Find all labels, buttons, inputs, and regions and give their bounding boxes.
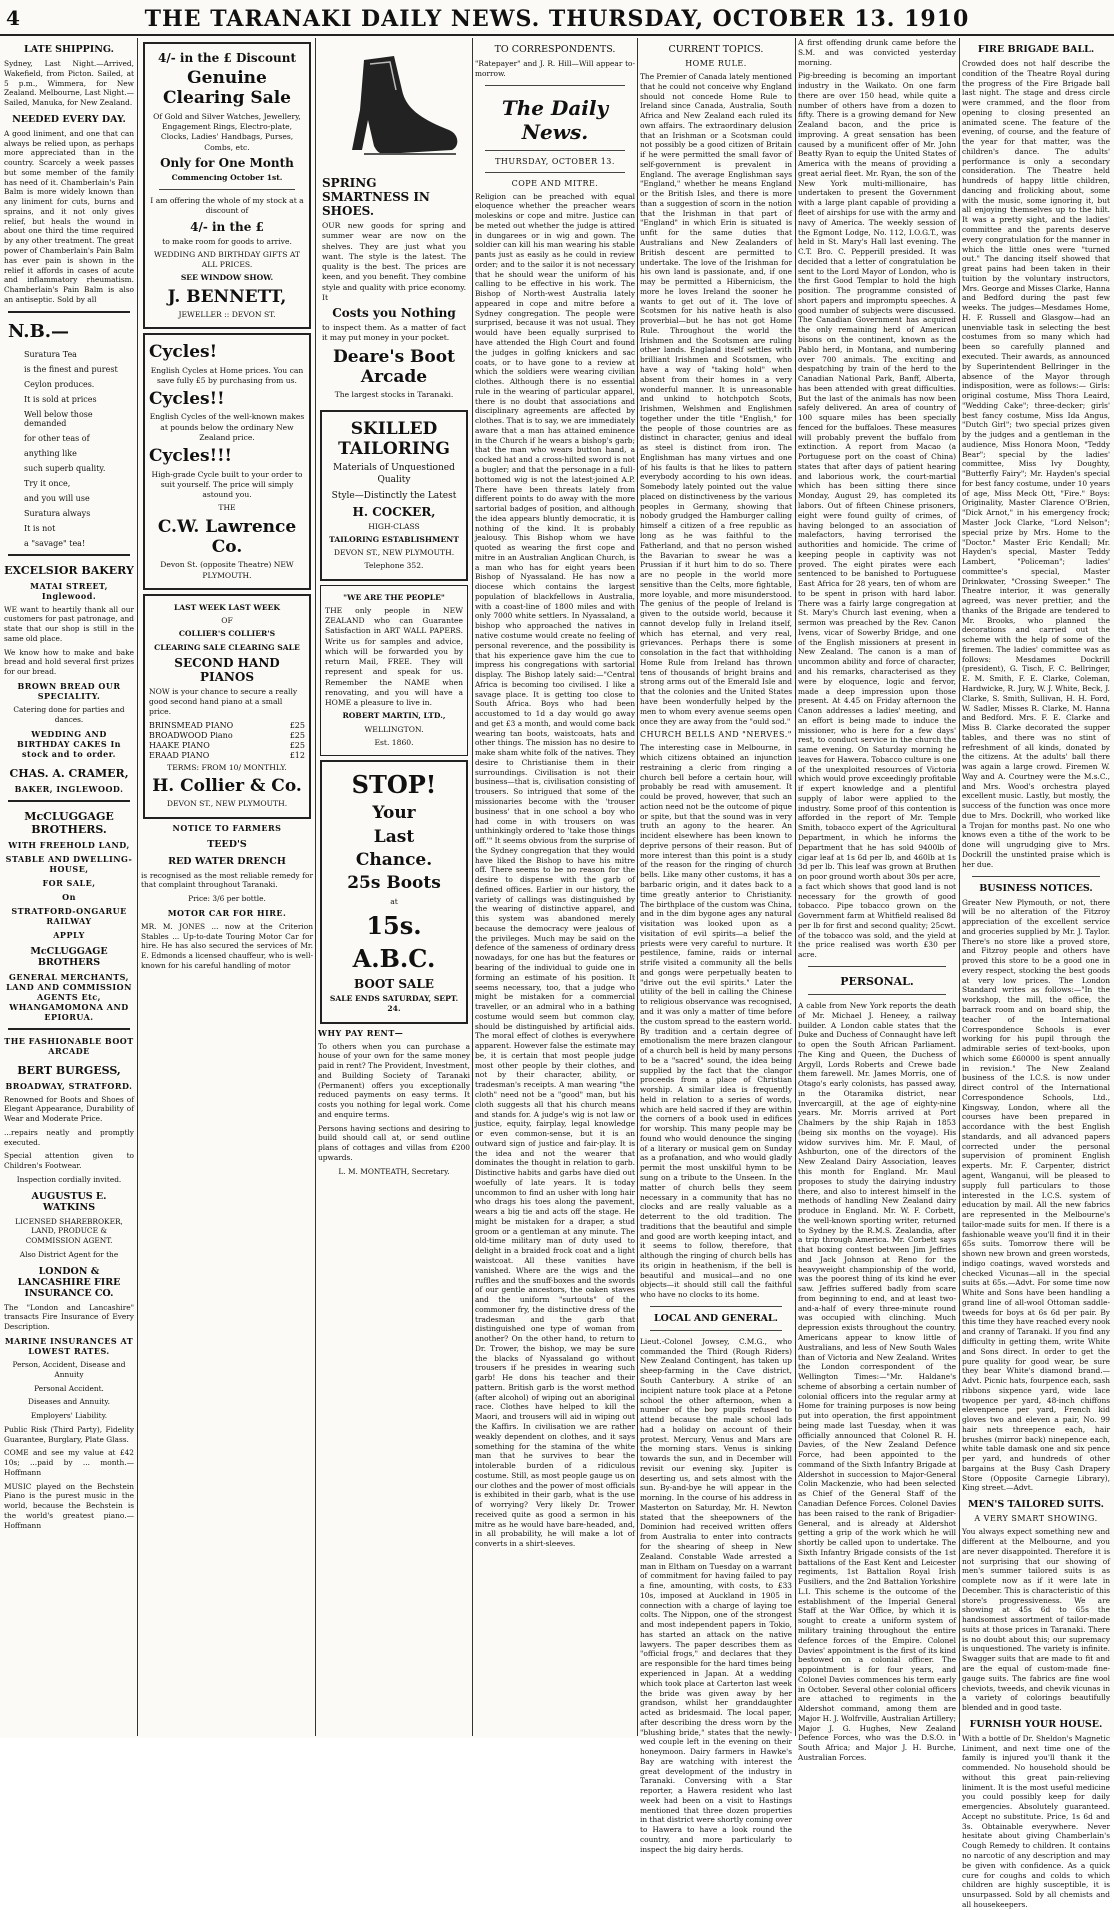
piano-price: £12 (289, 750, 305, 760)
boot-sale: BOOT SALE (354, 977, 434, 992)
red-water-line: RED WATER DRENCH (168, 855, 286, 867)
offending-line: A first offending drunk came before the S.M. and was convicted yesterday morning. (798, 38, 956, 67)
railway-line: STRATFORD-ONGARUE RAILWAY (11, 905, 127, 926)
burgess-name: BERT BURGESS, (17, 1063, 121, 1077)
teeds-price: Price: 3/6 per bottle. (188, 894, 266, 904)
divider (8, 554, 130, 556)
fifteen-line: 15s. (366, 911, 422, 941)
wellington-line: WELLINGTON. (364, 724, 424, 734)
last-week: LAST WEEK LAST WEEK (173, 602, 281, 612)
divider (8, 1028, 130, 1030)
london-line: LONDON & LANCASHIRE FIRE INSURANCE CO. (17, 1265, 121, 1299)
diseases-line: Diseases and Annuity. (28, 1397, 110, 1407)
london-body: The "London and Lancashire" transacts Fire Insurance of Every Description. (4, 1302, 134, 1332)
deare-sub: The largest stocks in Taranaki. (334, 390, 454, 400)
bakery-body: WE want to heartily thank all our customers for past patronage, and state that our shop is still in the same old place. (4, 604, 134, 643)
repairs-line: ...repairs neatly and promptly executed. (4, 1127, 134, 1147)
divider (159, 189, 295, 190)
piano-row (149, 751, 305, 760)
piano-price: £25 (289, 720, 305, 730)
notice-farmers: NOTICE TO FARMERS (172, 822, 282, 833)
watkins-name: AUGUSTUS E. WATKINS (31, 1190, 107, 1213)
personal-body: A cable from New York reports the death of Mr. Michael J. Heneey, a railway builder. A London cable states that the Duke and Duchess of Connaught have left to open the South African Parliament. The King and Queen, the Duchess of Argyll, Lords Roberts and Crewe bade them farewell. Mr. James Morris, one of Otago's early colonists, has passed away, in the Otaramika district, near Invercargill, at the age of eighty-nine years. Mr. Morris arrived at Port Chalmers by the ship Rajah in 1853 (being six months on the voyage). His widow survives him. Mr. F. Maul, of Ashburton, one of the directors of the New Zealand Dairy Association, leaves this month for England. Mr. Maul proposes to study the dairying industry there, and also to interest himself in the methods of handling New Zealand dairy produce in England. Mr. W. F. Corbett, the well-known sporting writer, returned to Sydney by the R.M.S. Zealandia, after a trip through America. Mr. Corbett says that boxing contest between Jim Jeffries and Jack Johnson at Reno for the heavyweight championship of the world, was the poorest thing of its kind he ever saw. Jeffries suffered badly from scare from beginning to end, and at least two-and-a-half of every three-minute round was occupied with clinching. Much depression exists throughout the country. Americans appear to know little of Australians, and less of New South Wales than of Victoria and New Zealand. Writes the London correspondent of the Wellington Times:—"Mr. Haldane's scheme of absorbing a certain number of colonial officers into the regular army at Home for training purposes is now being put into operation, the first appointment being made last Tuesday, when it was officially announced that Colonel R. H. Davies, of the New Zealand Defence Force, had been appointed to the command of the Sixth Infantry Brigade at Aldershot in succession to Major-General Colin Mackenzie, who had been selected as Chief of the General Staff of the Canadian Defence Forces. Colonel Davies has been raised to the rank of Brigadier-General, and is already at Aldershot getting a grip of the work which he will shortly be called upon to undertake. The Sixth Infantry Brigade consists of the 1st battalions of the East Kent and Leicester regiments, 1st Battalion Royal Irish Fusiliers, and the 2nd Battalion Yorkshire L.I. This scheme is the outcome of the establishment of the Imperial General Staff at the War Office, by which it is sought to create a uniform system of military training throughout the entire defence forces of the Empire. Colonel Davies' appointment is the first of its kind bestowed on a colonial officer. The appointment is for four years, and Colonel Davies commences his term early in October. Several other colonial officers are attached to regiments in the Aldershot command, among them are Major H. J. Wolfrville, Australian Artillery; Major J. G. Hughes, New Zealand Defence Forces, who was the D.S.O. in South Africa; and Major J. H. Burche, Australian Forces. (798, 1000, 956, 1762)
spring-body: OUR new goods for spring and summer wear are now on the shelves. They are just what you want. The style is the latest. The quality is the best. The prices are keen, and you benefit. They combine style and quality with price economy. It (322, 221, 466, 302)
boots-line: 25s Boots (347, 873, 441, 894)
page-number: 4 (6, 6, 20, 30)
cycles-heading-2: Cycles!! (149, 389, 225, 410)
the-line: THE (218, 503, 236, 513)
divider (808, 966, 946, 967)
cocker-ad (320, 410, 468, 581)
bakery-heading: EXCELSIOR BAKERY (4, 563, 134, 577)
nb-line: It is sold at prices (24, 394, 97, 404)
cramer-name: CHAS. A. CRAMER, (9, 766, 129, 780)
marine-line: MARINE INSURANCES AT LOWEST RATES. (4, 1335, 134, 1356)
divider (485, 85, 625, 86)
piano-price: £25 (289, 730, 305, 740)
divider (808, 994, 946, 995)
tailoring-est: TAILORING ESTABLISHMENT (329, 534, 459, 544)
boot-arcade-line: THE FASHIONABLE BOOT ARCADE (4, 1035, 134, 1056)
four-in-pound: 4/- in the £ (190, 219, 264, 234)
tailored-sub: A VERY SMART SHOWING. (974, 1514, 1098, 1524)
martin-ad (320, 585, 468, 757)
column-7 (962, 38, 1110, 1909)
your-line: Your (372, 803, 416, 824)
cope-heading: COPE AND MITRE. (511, 178, 599, 188)
news-items: Pig-breeding is becoming an important industry in the Waikato. On one farm there are over 150 head, while quite a number of others have from a dozen to fifty. There is a growing demand for New Zealand bacon, and the price is improving. A great sensation has been caused by a munificent offer of Mr. John Beatty Ryan to equip the United States of America with the means of providing a great aerial fleet. Mr. Ryan, the son of the New York multi-millionaire, has undertaken to present the Government with a large plant capable of providing a fleet of airships for use with the army and navy of America. The weekly session of the Egmont Lodge, No. 112, I.O.G.T., was held in St. Mary's Hall last evening. The C.T. Bro. C. Pepperill presided. It was decided that a letter of congratulation be sent to the Lord Mayor of London, who is the first Good Templar to hold the high position. The programme consisted of short papers and impromptu speeches. A good number of subjects were discussed. The Canadian Government has acquired the only remaining herd of American bisons on the continent, known as the Pablo herd, in Montana, and numbering over 700 animals. The exciting and despatching by train of the herd to the Canadian National Park, Banff, Alberta, has been attended with great difficulties. But the last of the animals has now been safely delivered. An area of country of 100 square miles has been specially fenced for the buffaloes. These measures will probably prevent the buffalo from extinction. A report from Macao (a Portuguese port on the coast of China) states that after days of patient hearing and laborious work, the court-martial which has been sitting there since Monday, August 29, has completed its labors. Out of fifteen Chinese prisoners, eight were found guilty of crimes, of having belonged to an association of malefactors, having terrorised the authorities and homicide. The crime of keeping people in captivity was not proved. The eight pirates were each sentenced to be banished to Portuguese East Africa for 28 years, ten of whom are to be spent in prison with hard labor. There was a fairly large congregation at St. Mary's Church last evening, when a sermon was preached by the Rev. Canon Ivens, vicar of Sowerby Bridge, and one of the English missioners at present in New Zealand. The canon is a man of uncommon ability and force of character, and his remarks, characterised as they were by eloquence, logic and fervor, made a deep impression upon those present. At 4.45 on Friday afternoon the Canon addresses a ladies' meeting, and an effort is being made to induce the missioner, who is here for a few days' rest, to conduct service in the church the same evening. On Saturday morning he leaves for Hawera. Tobacco culture is one of the unexploited resources of Victoria which would prove exceedingly profitable if expert knowledge and a plentiful supply of labor were applied to the industry. Some proof of this contention is afforded in the report of Mr. Temple Smith, tobacco expert of the Agricultural Department, in which he informs the Department that he has sold 9400lb of cigar leaf at 1s 6d per lb, and 460lb at 1s 3d per lb. This leaf was grown at Bruthen on poor ground worth about 30s per acre, a fact which shows that good land is not necessary for the growth of good tobacco. Pipe tobacco grown on the Government farm at Whitfield realised 8d per lb for first and second quality; 25cwt. of the tobacco was sold, and the yield at the price realised was worth £30 per acre. (798, 71, 956, 960)
inspect-line: to inspect them. As a matter of fact it may put money in your pocket. (322, 323, 466, 343)
fire-brigade-heading: FIRE BRIGADE BALL. (977, 44, 1095, 55)
piano-row (149, 721, 305, 730)
catering: Catering done for parties and dances. (13, 704, 125, 724)
watkins-body: LICENSED SHAREBROKER, LAND, PRODUCE & COMMISSION AGENT. (15, 1216, 123, 1246)
home-rule-heading: HOME RULE. (685, 59, 747, 68)
column-6 (798, 38, 956, 1762)
forsale-line: FOR SALE, (42, 877, 96, 888)
business-heading: BUSINESS NOTICES. (979, 882, 1093, 894)
correspondents-heading: TO CORRESPONDENTS. (494, 44, 616, 55)
cycles-body-3: High-grade Cycle built to your order to suit yourself. The price will simply astound you. (151, 469, 303, 500)
cycles-heading-3: Cycles!!! (149, 446, 232, 467)
nb-line: is the finest and purest (24, 364, 118, 374)
furnish-body: With a bottle of Dr. Sheldon's Magnetic Liniment, and next time one of the family is injured you'll thank it the commended. No household should be without this great pain-relieving liniment. It is the most useful medicine you could possibly keep for daily emergencies. Absolutely guaranteed. Accept no substitute. Price, 1s 6d and 3s. Obtainable everywhere. Never hesitate about giving Chamberlain's Cough Remedy to children. It contains no narcotic of any description and may be given with confidence. As a quick cure for coughs and colds to which children are highly susceptible, it is unsurpassed. Sold by all chemists and all housekeepers. (962, 1733, 1110, 1909)
discount-heading: 4/- in the £ Discount (158, 51, 296, 65)
piano-name: ERAAD PIANO (149, 750, 210, 760)
masthead (0, 0, 1114, 36)
column-1 (4, 38, 134, 1738)
why-pay-heading: WHY PAY RENT— (318, 1027, 404, 1038)
brown-bread: BROWN BREAD OUR SPECIALITY. (17, 680, 121, 701)
late-shipping-body: Sydney, Last Night.—Arrived, Wakefield, from Picton. Sailed, at 5 p.m., Wimmera, for New Zealand. Melbourne, Last Night.—Sailed, Manuka, for New Zealand. (4, 59, 134, 108)
personal-heading: PERSONAL. (840, 974, 914, 988)
we-are-people: "WE ARE THE PEOPLE" (343, 592, 445, 602)
employers-line: Employers' Liability. (30, 1411, 108, 1421)
motor-car-body: MR. M. JONES ... now at the Criterion Stables ... Up-to-date Touring Motor Car for hire. He has also secured the services of Mr. E. Edmonds a licensed chauffeur, who is well-known for his careful handling of motor (141, 921, 313, 970)
of-line: OF (221, 616, 233, 626)
second-hand-pianos: SECOND HAND PIANOS (174, 655, 280, 684)
bells-heading: CHURCH BELLS AND "NERVES." (640, 730, 792, 740)
nb-line: It is not (24, 523, 56, 533)
late-shipping-heading: LATE SHIPPING. (24, 44, 114, 55)
shoe-illustration-icon (324, 50, 464, 170)
cocker-name: H. COCKER, (352, 504, 436, 519)
also-agent: Also District Agent for the (19, 1249, 119, 1259)
nb-list (4, 350, 134, 548)
piano-price: £25 (289, 740, 305, 750)
divider (650, 1306, 782, 1307)
daily-news-title: The Daily News. (501, 95, 609, 144)
come-and-see: COME and see my value at £42 10s; ...paid by ... month.—Hoffmann (4, 1448, 134, 1477)
column-rule (137, 38, 138, 1736)
chance-line: Chance. (355, 850, 433, 871)
martin-name: ROBERT MARTIN, LTD., (342, 711, 446, 721)
column-rule (795, 38, 796, 1736)
inspection-line: Inspection cordially invited. (16, 1174, 122, 1184)
teeds-line: TEED'S (207, 838, 247, 850)
cope-body: Religion can be preached with equal eloquence whether the preacher wears moleskins or cope and mitre. Justice can be meted out whether the judge is attired in dungarees or in wig and gown. The soldier can kill his man wearing his stable pants just as easily as he could in review order; and to the sailor it is not necessary that he should wear the uniform of his calling to be effective in his work. The Bishop of North-west Australia lately appeared in cope and mitre before a Sydney congregation. The people were surprised, because it was not usual. They would have been equally surprised to have attended the High Court and found the judges in golfing knickers and sac coats, or to have gone to a review at which the soldiers were wearing civilian clothes. Although there is no essential rule in the wearing of particular apparel, there is no doubt that associations and disciplinary agreements are affected by clothes. That is to say, we are immediately aware that a man has attained eminence in the Church if he wears a bishop's garb; that the man who wears button hand, a cocked hat and a cross-hilted sword is not a bugler; and that the personage in a full-bottomed wig is not the latest-joined A.P. There have been threats lately from different points to do away with the more sartorial badges of position, and although the idea appears bluntly democratic, it is nothing of the kind. It is probably jealousy. This Bishop whom we have quoted as wearing the first cope and mitre in an Australian Anglican Church, is a man who has for eight years been Bishop of Nyassaland. He has now a diocese which contains the largest population of blackfellows in Australia, with a coast-line of 1800 miles and with only 7000 white settlers. In Nyassaland, a bishop who approached the natives in native costume would create no feeling of personal reverence, and the possibility is that his experience gave him the cue to impress his congregations with sartorial display. The Bishop lately said:—"Central Africa is becoming too civilised. I like a savage place. It is getting too close to South Africa. Boys who had been accustomed to 1d a day would go away and get £3 a month, and would come back wearing tan boots, waistcoats, hats and other things. The mission has no desire to make sham white folk of the natives. They desire to Christianise them in their surroundings. Civilisation is not their business—that is, civilisation consisting of trousers. So intrigued that some of the missionaries become with the 'trouser business' that in one school a boy who had come in with trousers on was unthinkingly ordered to 'take those things off.'" It seems obvious from the surprise of the Sydney congregation that they would have liked the Bishop to have his mitre off. There seems to be no reason for the desire to dispense with the garb of defined offices. Earlier in our history, the variety of callings was distinguished by the wearing of distinctive apparel, and this system was abandoned merely because the democracy were jealous of the privileges. Much may be said on the defence of the sameness of ordinary dress nowadays, for one has but the features or bearing of the individual to guide one in forming an estimate of his position. It seems necessary, too, that a judge who might be mistaken for a commercial traveller, or an admiral who in a bathing costume would seem but common clay, should be distinguished by artificial aids. The moral effect of clothes is everywhere apparent. However false the estimate may be, it is certain that most people judge most other people by their clothes, and not by their character, ability, or tradesman's receipts. A man wearing "the cloth" need not be a "good" man, but his cloth suggests all that his church means and stands for. A judge's wig is not law or justice, equity, fairplay, legal knowledge or even common-sense, but it is an outward sign of justice and fair-play. It is the idea and not the wearer that dominates the thought in relation to garb. Distinctive habits and garbs have died out woefully of late years. It is today uncommon to find an usher with long hair who drags his toes along the pavement, wears a big tie and acts off the stage. He might be mistaken for a draper, a stud groom or a gentleman at any minute. The old-time military man of duty used to delight in a braided frock coat and a light waistcoat. All these vanities have vanished. Where are the wigs and the ruffles and the snuff-boxes and the swords of our gentle ancestors, the oaken staves and the uniform "surtouts" of the commoner fry, the distinctive dress of the tradesman and the garb that distinguished one type of woman from another? On the other hand, to return to Dr. Trower, the bishop, we may be sure the blacks of Nyassaland go without trousers if he presides in wearing such garb! He dons his teacher and their pattern. British garb is the worst method (after alcohol) of wiping out an aboriginal race. Clothes have helped to kill the Maori, and trousers will aid in wiping out the Kaffirs. In civilisation we are rather weakly dependent on clothes, and it says something for the stamina of the white man that he survives to bear the intolerable burden of a ridiculous costume. Still, as most people gauge us on our clothes and the power of most officials is exhibited in their garb, what is the use of worrying? Very likely Dr. Trower received quite as good a sermon in his mitre as he would have bare-headed, and, in all probability, he will make a lot of converts in a shirt-sleeves. (475, 191, 635, 1549)
at-line: at (390, 896, 398, 906)
column-rule (315, 38, 316, 1736)
materials-line: Materials of Unquestioned Quality (333, 463, 455, 486)
business-body: Greater New Plymouth, or not, there will be no alteration of the Fitzroy appreciation of the excellent service and groceries supplied by Mr. J. Taylor. There's no store like a proved store, and Fitzroy people and others have proved this store to be a good one in every respect, stocking the best goods at very low prices. The London Standard writes as follows:—"In the workshop, the mill, the office, the barrack room and on board ship, the teacher of the International Correspondence Schools is ever working for his pupil through the admirable series of text-books, upon which some £60000 is spent annually in revision." The New Zealand business of the I.C.S. is now under direct control of the International Correspondence Schools, Ltd., Kingsway, London, where all the courses have been prepared in accordance with the best English standards, and all advanced papers corrected under the personal supervision of prominent English experts. Mr. F. Carpenter, district agent, Wanganui, will be pleased to supply full particulars to those interested in the I.C.S. system of education by mail. All the new fabrics are represented in the Melbourne's tailor-made suits for men. If there is a fashionable weave you'll find it in their 65s suits. Tomorrow there will be shown new brown and green worsteds, indigo coatings, waved worsteds and checked Vicunas—all in the special suits at 65s.—Advt. For some time now White and Sons have been handling a grand line of all-wool Ottoman saddle-tweeds for boys at 6s 6d per pair. By this time they have reached every nook and cranny of Taranaki. If you find any difficulty in getting them, write White and Sons direct. In order to get the pure quality for good wear, be sure they bear White's diamond brand.—Advt. Picnic hats, fourpence each, sash ribbons sixpence yard, wide lace twopence per yard, 48-inch chiffons elevenpence per yard, French kid gloves two and eleven a pair, No. 99 hair nets threepence each, hair brushes (mirror back) ninepence each, white table damask one and six pence per yard, and hundreds of other bargains at the Busy Cash Drapery Store (Opposite Carnegie Library), King street.—Advt. (962, 897, 1110, 1493)
cycles-ad (143, 333, 311, 590)
needed-heading: NEEDED EVERY DAY. (12, 113, 126, 125)
offering-line: I am offering the whole of my stock at a discount of (150, 196, 304, 216)
genuine-body: Of Gold and Silver Watches, Jewellery, Engagement Rings, Electro-plate, Clocks, Ladies' Handbags, Purses, Combs, etc. (153, 111, 301, 152)
tailored-heading: MEN'S TAILORED SUITS. (967, 1499, 1104, 1511)
monteath-line: L. M. MONTEATH, Secretary. (338, 1166, 450, 1176)
agents-line: GENERAL MERCHANTS, LAND AND COMMISSION AGENTS Etc, WHANGAMOMONA AND EPIORUA. (6, 971, 132, 1022)
piano-row (149, 731, 305, 740)
bennett-name: J. BENNETT, (167, 286, 287, 307)
correspondents-body: "Ratepayer" and J. R. Hill—Will appear to-morrow. (475, 59, 635, 78)
genuine-clearing: Genuine Clearing Sale (163, 68, 291, 109)
now-chance: NOW is your chance to secure a really good second hand piano at a small price. (149, 686, 298, 717)
sale-ends: SALE ENDS SATURDAY, SEPT. 24. (329, 994, 459, 1014)
cocker-address: DEVON ST., NEW PLYMOUTH. (333, 548, 455, 558)
stable-line: STABLE AND DWELLING-HOUSE, (5, 853, 133, 874)
nb-line: Ceylon produces. (24, 379, 95, 389)
tailored-body: You always expect something new and different at the Melbourne, and you are never disappointed. Therefore it is not surprising that our showing of men's summer tailored suits is as complete now as if it were late in December. This is characteristic of this store's progressiveness. We are showing at 45s 6d to 65s the handsomest assortment of tailor-made suits at those prices in Taranaki. There is no doubt about this; our supremacy is unquestioned. The variety is infinite. Swagger suits that are made to fit and are the equal of custom-made fine-gauge suits. The fabrics are fine wool cheviots, tweeds, and chevik vicunas in a variety of colorings beautifully blended and in good taste. (962, 1527, 1110, 1713)
public-risk-line: Public Risk (Third Party), Fidelity Guarantee, Burglary, Plate Glass. (4, 1424, 134, 1444)
piano-name: BRINSMEAD PIANO (149, 720, 234, 730)
colliers-line: COLLIER'S COLLIER'S (178, 629, 276, 639)
abc-name: A.B.C. (352, 944, 436, 974)
cycles-heading-1: Cycles! (149, 342, 218, 363)
make-room: to make room for goods to arrive. (162, 236, 292, 246)
why-pay-body-2: Persons having sections and desiring to build should call at, or send outline plans of cottages and villas from £200 upwards. (318, 1123, 470, 1162)
last-line: Last (373, 826, 415, 847)
column-rule (637, 38, 638, 1736)
see-window: SEE WINDOW SHOW. (180, 273, 274, 283)
skilled-tailoring: SKILLED TAILORING (338, 418, 450, 459)
divider (485, 172, 625, 173)
nb-line: Well below those demanded (24, 409, 93, 428)
only-one-month: Only for One Month (160, 155, 294, 170)
deare-ad (320, 42, 468, 406)
fire-brigade-body: Crowded does not half describe the condition of the Theatre Royal during the progress of the Fire Brigade ball last night. The stage and dress circle were crammed, and the floor from opening to closing presented an animated scene. The feature of the evening, of course, and the feature of the year for that matter, was the children's dance. The adults' performance is only a secondary consideration. The Theatre held hundreds of happy little children, dancing and frolicking about, some with the music, some ignoring it, but all enjoying themselves up to the hilt. It was a pretty sight, and the ladies' committee and the parents deserve every congratulation for the manner in which the little ones were "turned out." The dancing itself showed that great pains had been taken in their tuition by the voluntary instructors, Mrs. George and Misses Clarke, Hanna and Bedford during the past few weeks. The judges—Mesdames Home, H. F. Russell and Glasgow—had an unenviable task in selecting the best costumes from so many which had been so carefully planned and executed. Their awards, as announced by Superintendent Bellringer in the absence of the Mayor through indisposition, were as follows:— Girls: original costume, Miss Thora Leaird, "Wedding Cake"; three-decker; girls' best fancy costume, Miss Ida Angus, "Dutch Girl"; two special prizes given by the judges and a gentleman in the audience, Miss Honora Moon, "Teddy Bear"; special by the ladies' committee, Miss Ivy Doughty, "Butterfly Fairy"; Mr. Hayden's special for best fancy costume, under 10 years of age, Miss Meck Ott, "Fire." Boys: Originality, Master Clarence O'Brien, "Dick Arnot," in his emergency frock; Master Jock Clarke, "Lord Nelson"; special prize by Mrs. Home to the "Doctor." Master Eric Kendall; Mr. Hayden's special, Master Teddy Lambert, "Policeman"; ladies' committee's special, Master Drinkwater, "Crossing Sweeper." The Theatre interior, it was generally agreed, was never prettier, and the thanks of the Brigade are tendered to Mr. Brooks, who planned the decorations and carried out the scheme with the help of some of the firemen. The ladies' committee was as follows: Mesdames Dockrill (president), G. Tisch, F. C. Bellringer, E. M. Smith, F. E. Clarke, Coleman, Hardwicke, R. Jury, W. J. White, Beck, J. Clarke, S. Smith, Sullivan, H. H. Ford, W. Sadler, Misses R. Clarke, M. Hanna and Bedford. Mrs. F. E. Clarke and Miss B. Clarke decorated the supper tables, and there was no stint of refreshment of all kinds, donated by the citizens. At the adults' ball there was again a large crowd. Firemen W. Way and A. Courtney were the M.s.C., and Mrs. Wood's orchestra played excellent music. Lastly, but mostly, the success of the function was once more due to Mrs. Dockrill, who worked like a Trojan for months past. No one who knows even a tithe of the work to be done will ungrudging give to Mrs. Dockrill the unstinted praise which is her due. (962, 59, 1110, 869)
nb-line: such superb quality. (24, 463, 106, 473)
music-line: MUSIC played on the Bechstein Piano is the purest music in the world, because the Bechstein is the world's greatest piano.—Hoffmann (4, 1481, 134, 1530)
divider (972, 876, 1100, 877)
divider (8, 311, 130, 313)
furnish-heading: FURNISH YOUR HOUSE. (969, 1718, 1103, 1730)
bakery-body-2: We know how to make and bake bread and hold several first prizes for our bread. (4, 647, 134, 677)
terms-line: TERMS: FROM 10/ MONTHLY. (167, 762, 287, 772)
bakery-address: MATAI STREET, Inglewood. (30, 580, 108, 601)
piano-name: BROADWOOD Piano (149, 730, 233, 740)
column-2 (141, 38, 313, 1738)
burgess-body: Renowned for Boots and Shoes of Elegant Appearance, Durability of Wear and Moderate Price. (4, 1094, 134, 1124)
needed-body: A good liniment, and one that can always be relied upon, as perhaps more appreciated than in the country. Scarcely a week passes but some member of the family has need of it. Chamberlain's Pain Balm is more widely known than any liniment for cuts, burns and sprains, and it not only gives relief, but heals the wound in about one third the time required by any other treatment. The great power of Chamberlain's Pain Balm has ever pain is shown in the relief it affords in cases of acute and inflammatory rheumatism. Chamberlain's Pain Balm is also an antiseptic. Sold by all (4, 128, 134, 304)
why-pay-body: To others when you can purchase a house of your own for the same money paid in rent? The Provident, Investment, and Building Society of Taranaki (Permanent) offers you exceptionally reduced payments on easy terms. It costs you nothing for legal work. Come and enquire terms. (318, 1041, 470, 1119)
mcluggage-heading-2: McCLUGGAGE BROTHERS (30, 945, 108, 968)
column-rule (472, 38, 473, 1736)
wedding-gifts: WEDDING AND BIRTHDAY GIFTS AT ALL PRICES. (154, 249, 300, 270)
style-line: Style—Distinctly the Latest (331, 490, 457, 501)
mcluggage-heading: McCLUGGAGE BROTHERS. (24, 809, 114, 836)
nb-line: Suratura always (24, 508, 91, 518)
telephone-line: Telephone 352. (364, 561, 424, 571)
children-line: Special attention given to Children's Footwear. (4, 1151, 134, 1171)
nb-line: for other teas of (24, 433, 90, 443)
lawrence-name: C.W. Lawrence Co. (157, 516, 297, 557)
nb-line: Suratura Tea (24, 349, 77, 359)
nb-heading: N.B.— (8, 320, 70, 342)
nb-line: a "savage" tea! (24, 538, 86, 548)
costs-nothing: Costs you Nothing (332, 306, 456, 320)
wedding-cakes: WEDDING AND BIRTHDAY CAKES In stock and to order. (16, 728, 121, 759)
cramer-sub: BAKER, INGLEWOOD. (14, 783, 124, 794)
local-heading: LOCAL AND GENERAL. (653, 1312, 778, 1324)
divider (650, 1330, 782, 1331)
column-5 (640, 38, 792, 1854)
stop-line: STOP! (351, 770, 437, 800)
paper-date: THURSDAY, OCTOBER 13. (495, 156, 615, 166)
personal-line: Personal Accident. (34, 1383, 104, 1393)
apply-line: APPLY (53, 929, 85, 940)
collier-address: DEVON ST., NEW PLYMOUTH. (166, 799, 288, 809)
column-4 (475, 38, 635, 1738)
bennett-address: JEWELLER :: DEVON ST. (178, 309, 276, 319)
spring-heading: SPRING SMARTNESS IN SHOES. (322, 176, 430, 218)
column-3 (318, 38, 470, 1738)
accident-line: Person, Accident, Disease and Annuity (12, 1359, 126, 1379)
local-body: Lieut.-Colonel Jowsey, C.M.G., who commanded the Third (Rough Riders) New Zealand Contingent, has taken up sheep-farming in the Cave district, South Canterbury. A strike of an incipient nature took place at a Petone school the other afternoon, when a number of the boy pupils refused to attend because the male school lads had a holiday on account of their protest. Mercury, Venus and Mars are the morning stars. Venus is sinking towards the sun, and in December will revisit our evening sky. Jupiter is deserting us, and sets almost with the sun. By-and-bye he will appear in the morning. In the course of his address in Masterton on Saturday, Mr. H. Newton stated that the sheepowners of the Dominion had received written offers from Australia to enter into contracts for the shearing of sheep in New Zealand. Constable Wade arrested a man in Eltham on Tuesday on a warrant of commitment for having failed to pay a fine, amounting, with costs, to £33 10s, imposed at Auckland in 1905 in connection with a charge of laying toe colts. The Nippon, one of the strongest and most independent papers in Tokio, has started an attack on the native lawyers. The paper describes them as "official frogs," and declares that they are responsible for the hard times being experienced in Japan. At a wedding which took place at Carterton last week the bride was given away by her grandson, whilst her granddaughter acted as bridesmaid. The local paper, after describing the dress worn by the "blushing bride," states that the newly-wed couple left in the evening on their honeymoon. Dairy farmers in Hawke's Bay are watching with interest the great development of the industry in Taranaki. Conversing with a Star reporter, a Hawera resident who last week had been on a visit to Hastings mentioned that three dozen properties in that district were shortly coming over to Hawera to have a look round the country, and more particularly to inspect the big dairy herds. (640, 1336, 792, 1854)
cycles-body-2: English Cycles of the well-known makes at pounds below the ordinary New Zealand price. (149, 412, 305, 442)
piano-name: HAAKE PIANO (149, 740, 210, 750)
deare-name: Deare's Boot Arcade (333, 346, 455, 387)
cycles-body-1: English Cycles at Home prices. You can save fully £5 by purchasing from us. (150, 365, 304, 385)
motor-car-heading: MOTOR CAR FOR HIRE. (167, 907, 287, 918)
bells-body: The interesting case in Melbourne, in which citizens obtained an injunction restraining a cleric from ringing a church bell before a certain hour, will probably be read with amusement. It could be proved, however, that such an action need not be the outcome of pique or spite, but that the sound was in very truth an agony to the hearer. An incident elsewhere has been known to deprive persons of their reason. But of more interest than this point is a study of the reason for the ringing of church bells. Like many other customs, it has a barbaric origin, and it dates back to a time greatly anterior to Christianity. The birthplace of the custom was China, and in the dim bygone ages any natural visitation was looked upon as a visitation of evil spirits—a belief the priests were very careful to nurture. It pestilence, famine, raids or internal strife visited a community all the bells and gongs were perpetually beaten to "drive out the evil spirits." Later the utility of the bell in calling the Chinese to religious observance was recognised, and it was only a matter of time before the custom spread to the eastern world. By tradition and a certain degree of emotionalism the mere brazen clangour of a church bell is held by many persons to be a "sacred" sound, the idea being supplied by the fact that the clangor proceeds from a place of Christian worship. A similar idea is frequently held in relation to a series of words, which are held sacred if they are within the corners of a book used in edifices for worship. This many people may be found who would denounce the singing of a literary or musical gem on Sunday as a profanation, and who would gladly permit the most unskilful hymn to be sung on a tribute to the Unseen. In the matter of church bells they seem necessary in a community that has no clocks and are really valuable as a deterrent to the old tradition. The traditions that the beautiful and simple and good are worth keeping intact, and it seems to follow, therefore, that although the ringing of church bells has its origin in heathenism, if the bell is beautiful and musical—and no one objects—it should still call the faithful who have no clocks to its home. (640, 743, 792, 1300)
bennett-ad (143, 42, 311, 329)
burgess-address: BROADWAY, STRATFORD. (5, 1080, 133, 1091)
on-line: On (62, 891, 76, 902)
est-line: Est. 1860. (374, 737, 414, 747)
nb-line: and you will use (24, 493, 90, 503)
abc-ad (320, 760, 468, 1023)
current-topics-heading: CURRENT TOPICS. (668, 44, 764, 55)
clearing-line: CLEARING SALE CLEARING SALE (154, 642, 300, 652)
home-rule-body: The Premier of Canada lately mentioned that he could not conceive why England should not concede Home Rule to Ireland since Canada, Australia, South Africa and New Zealand each ruled its own affairs. The extraordinary delusion that an Irishman or a Scotsman could not possibly be a good citizen of Britain if he were permitted the small favor of self-government is prevalent in England. The average Englishman says "England," whether he means England or the British Isles, and there is more than a suggestion of scorn in the notion that the Irishman in that part of "England" in which Erin is situated is unfit for the same duties that Australians and New Zealanders of British descent are permitted to undertake. The love of the Irishman for his own land is passionate, and, if one may be permitted a Hibernicism, the more he loves Ireland the sooner he wants to get out of it. The love of Scotsmen for his native heath is also proverbial—but he has not got Home Rule. Throughout the world the Irishmen and the Scotsmen are ruling other lands. England itself settles with brilliant Irishmen and Scotsmen, who have a way of "taking hold" when absent from their homes in a very wonderful manner. It is unreasonable and unkind to hotchpotch Scots, Irishmen, Welshmen and Englishmen together under the title "English," for the people of those countries are as distinct in character, genius and ideal as steel is distinct from iron. The Englishman has many virtues and one of his faults is that he likes to pattern everybody according to his own ideas. Somebody lately pointed out the value placed on distinctiveness by the various peoples in Germany, showing that nobody grudged the Hamburger calling himself a citizen of a free republic as long as he was faithful to the Fatherland, and that no person wished the Bavarian to swear he was a Prussian if it hurt him to do so. There are no people in the world more sensitive than the Celts, more fightable, more loyable, and more misunderstood. The genius of the people of Ireland is given to the outside world, because it cannot develop fully in Ireland itself, which has eternal, and very real, grievances. Perhaps there is some consolation in the fact that withholding Home Rule from Ireland has thrown tens of thousands of bright brains and strong arms out of the Emerald Isle and that the colonies and the United States have been wonderfully helped by the men to whom every avenue seems open once they are away from the "ould sod." (640, 72, 792, 726)
divider (8, 800, 130, 802)
nb-line: Try it once, (24, 478, 71, 488)
freehold-line: WITH FREEHOLD LAND, (8, 839, 130, 850)
divider (485, 150, 625, 151)
high-class: HIGH-CLASS (368, 521, 420, 531)
newspaper-title: THE TARANAKI DAILY NEWS. THURSDAY, OCTOBER 13. 1910 (144, 6, 970, 32)
teeds-body: is recognised as the most reliable remedy for that complaint throughout Taranaki. (141, 870, 313, 890)
commencing-line: Commencing October 1st. (171, 172, 283, 182)
column-rule (959, 38, 960, 1736)
piano-row (149, 741, 305, 750)
lawrence-address: Devon St. (opposite Theatre) NEW PLYMOUTH. (160, 560, 294, 580)
people-body: THE only people in NEW ZEALAND who can Guarantee Satisfaction in ART WALL PAPERS. Write us for samples and advice, which will be forwarded you by return Mail, FREE. They will represent and speak for us. Remember the NAME when renovating, and you will have a HOME a pleasure to live in. (325, 605, 463, 708)
collier-ad (143, 594, 311, 819)
nb-line: anything like (24, 448, 77, 458)
collier-name: H. Collier & Co. (152, 775, 302, 796)
